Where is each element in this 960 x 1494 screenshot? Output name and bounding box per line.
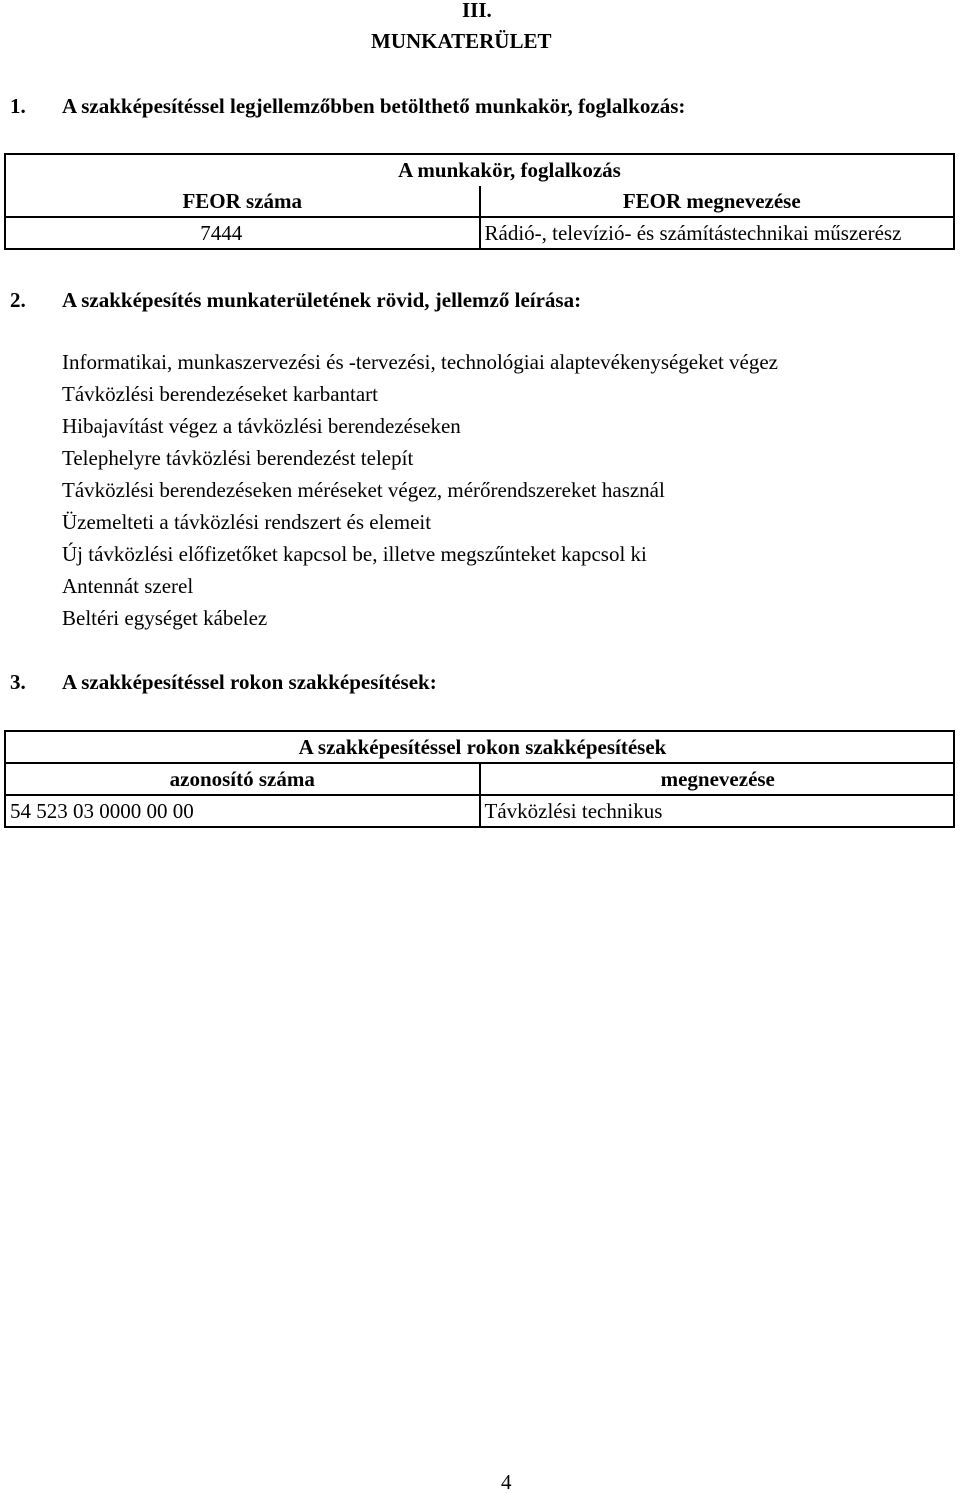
description-line: Beltéri egységet kábelez — [62, 606, 268, 630]
section1-heading: A szakképesítéssel legjellemzőbben betölthető munkakör, foglalkozás: — [62, 94, 686, 118]
feor-name-header: FEOR megnevezése — [480, 186, 955, 217]
chapter-title: MUNKATERÜLET — [371, 29, 552, 53]
related-id-cell: 54 523 03 0000 00 00 — [10, 798, 194, 823]
description-line: Informatikai, munkaszervezési és -tervezési, technológiai alaptevékenységeket végez — [62, 350, 778, 374]
table-group-header-row — [5, 731, 954, 763]
table-row — [5, 795, 954, 827]
description-line: Üzemelteti a távközlési rendszert és elemeit — [62, 510, 432, 534]
section1-number: 1. — [10, 94, 26, 118]
description-line: Telephelyre távközlési berendezést telepít — [62, 446, 414, 470]
feor-group-header: A munkakör, foglalkozás — [398, 158, 621, 182]
table-column-header-row — [5, 763, 954, 795]
table-row — [5, 217, 954, 249]
table-column-header-row — [5, 186, 954, 217]
section2-heading: A szakképesítés munkaterületének rövid, jellemző leírása: — [62, 288, 582, 312]
feor-name-cell: Rádió-, televízió- és számítástechnikai műszerész — [480, 217, 955, 249]
related-qualifications-table — [4, 730, 955, 828]
description-line: Távközlési berendezéseket karbantart — [62, 382, 378, 406]
description-line: Távközlési berendezéseken méréseket végez, mérőrendszereket használ — [62, 478, 665, 502]
related-name-header: megnevezése — [480, 763, 955, 795]
table-group-header-row — [5, 154, 954, 186]
section2-number: 2. — [10, 288, 26, 312]
description-line: Antennát szerel — [62, 574, 194, 598]
feor-code-header: FEOR száma — [5, 186, 480, 217]
related-name-cell: Távközlési technikus — [480, 795, 955, 827]
feor-table — [4, 153, 955, 250]
description-line: Hibajavítást végez a távközlési berendezéseken — [62, 414, 461, 438]
description-line: Új távközlési előfizetőket kapcsol be, illetve megszűnteket kapcsol ki — [62, 542, 647, 566]
related-id-header: azonosító száma — [5, 763, 480, 795]
section3-number: 3. — [10, 670, 26, 694]
section3-heading: A szakképesítéssel rokon szakképesítések: — [62, 670, 437, 694]
related-group-header: A szakképesítéssel rokon szakképesítések — [5, 731, 954, 763]
chapter-roman: III. — [462, 0, 492, 22]
feor-code-cell: 7444 — [200, 220, 243, 245]
page-number: 4 — [501, 1470, 512, 1494]
